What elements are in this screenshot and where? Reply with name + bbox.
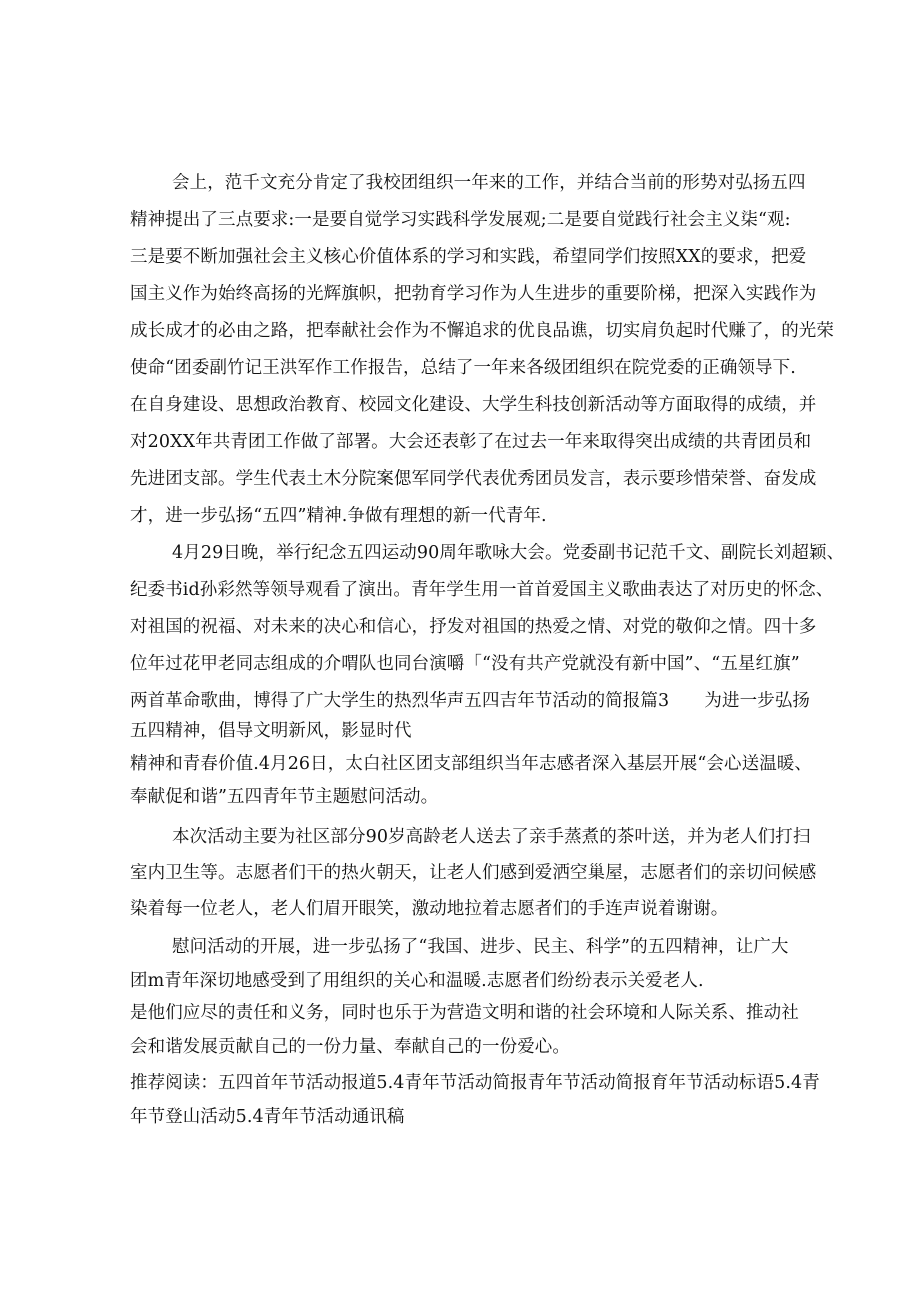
paragraph-2-line-3: 对祖国的祝福、对未来的决心和信心，抒发对祖国的热爱之情、对党的敬仰之情。四十多 (130, 617, 817, 637)
paragraph-1-line-9: 先进团支部。学生代表土木分院案偲军同学代表优秀团员发言，表示要珍惜荣誉、奋发成 (130, 469, 817, 489)
paragraph-1-line-7: 在自身建设、思想政治教育、校园文化建设、大学生科技创新活动等方面取得的成绩，并 (130, 395, 817, 415)
paragraph-1-line-2: 精神提出了三点要求:一是要自觉学习实践科学发展观;二是要自觉践行社会主义柒“观: (130, 210, 791, 230)
paragraph-2-line-6: 五四精神，倡导文明新风，影显时代 (130, 721, 412, 741)
paragraph-4-line-3: 是他们应尽的责任和义务，同时也乐于为营造文明和谐的社会环境和人际关系、推动社 (130, 1003, 799, 1023)
paragraph-1-line-6: 使命“团委副竹记王洪军作工作报告，总结了一年来各级团组织在院党委的正确领导下. (130, 358, 796, 378)
paragraph-2-line-8: 奉献促和谐”五四青年节主题慰问活动。 (130, 787, 439, 807)
paragraph-2-line-7: 精神和青春价值.4月26日，太白社区团支部组织当年志感者深入基层开展“会心送温暖、 (130, 754, 813, 774)
paragraph-4-line-2: 团m青年深切地感受到了用组织的关心和温暖.志愿者们纷纷表示关爱老人. (130, 971, 704, 991)
paragraph-1-line-8: 对20XX年共青团工作做了部署。大会还表彰了在过去一年来取得突出成绩的共青团员和 (130, 432, 812, 452)
paragraph-1-line-1: 会上，范千文充分肯定了我校团组织一年来的工作，并结合当前的形势对弘扬五四 (172, 173, 806, 193)
paragraph-1-line-3: 三是要不断加强社会主义核心价值体系的学习和实践，希望同学们按照XX的要求，把爱 (130, 247, 807, 267)
paragraph-3-line-2: 室内卫生等。志愿者们干的热火朝天，让老人们感到爱洒空巢屋，志愿者们的亲切问候感 (130, 863, 817, 883)
recommended-reading-line-2: 年节登山活动5.4青年节活动通讯稿 (130, 1107, 405, 1127)
paragraph-4-line-1: 慰问活动的开展，进一步弘扬了“我国、进步、民主、科学”的五四精神，让广大 (172, 937, 789, 957)
recommended-reading-line-1: 推荐阅读：五四首年节活动报道5.4青年节活动简报青年节活动简报育年节活动标语5.4青 (130, 1073, 820, 1093)
paragraph-2-line-5: 两首革命歌曲，博得了广大学生的热烈华声五四吉年节活动的简报篇3 为进一步弘扬 (130, 691, 811, 711)
paragraph-3-line-3: 染着每一位老人，老人们眉开眼笑，激动地拉着志愿者们的手连声说着谢谢。 (130, 899, 729, 919)
paragraph-1-line-10: 才，进一步弘扬“五四”精神.争做有理想的新一代青年. (130, 506, 547, 526)
paragraph-2-line-1: 4月29日晚，举行纪念五四运动90周年歌咏大会。党委副书记范千文、副院长刘超颖、 (172, 543, 845, 563)
paragraph-1-line-5: 成长成才的必由之路，把奉献社会作为不懈追求的优良品谯，切实肩负起时代赚了，的光荣 (130, 321, 834, 341)
paragraph-1-line-4: 国主义作为始终高扬的光辉旗帜，把勃育学习作为人生进步的重要阶梯，把深入实践作为 (130, 284, 817, 304)
paragraph-3-line-1: 本次活动主要为社区部分90岁高龄老人送去了亲手蒸煮的茶叶送，并为老人们打扫 (172, 827, 811, 847)
paragraph-2-line-2: 纪委书id孙彩然等领导观看了演出。青年学生用一首首爱国主义歌曲表达了对历史的怀念、 (130, 580, 834, 600)
paragraph-2-line-4: 位年过花甲老同志组成的介喟队也同台演嚼「“没有共产党就没有新中国”、“五星红旗” (130, 654, 800, 674)
paragraph-4-line-4: 会和谐发展贡献自己的一份力量、奉献自己的一份爱心。 (130, 1037, 570, 1057)
